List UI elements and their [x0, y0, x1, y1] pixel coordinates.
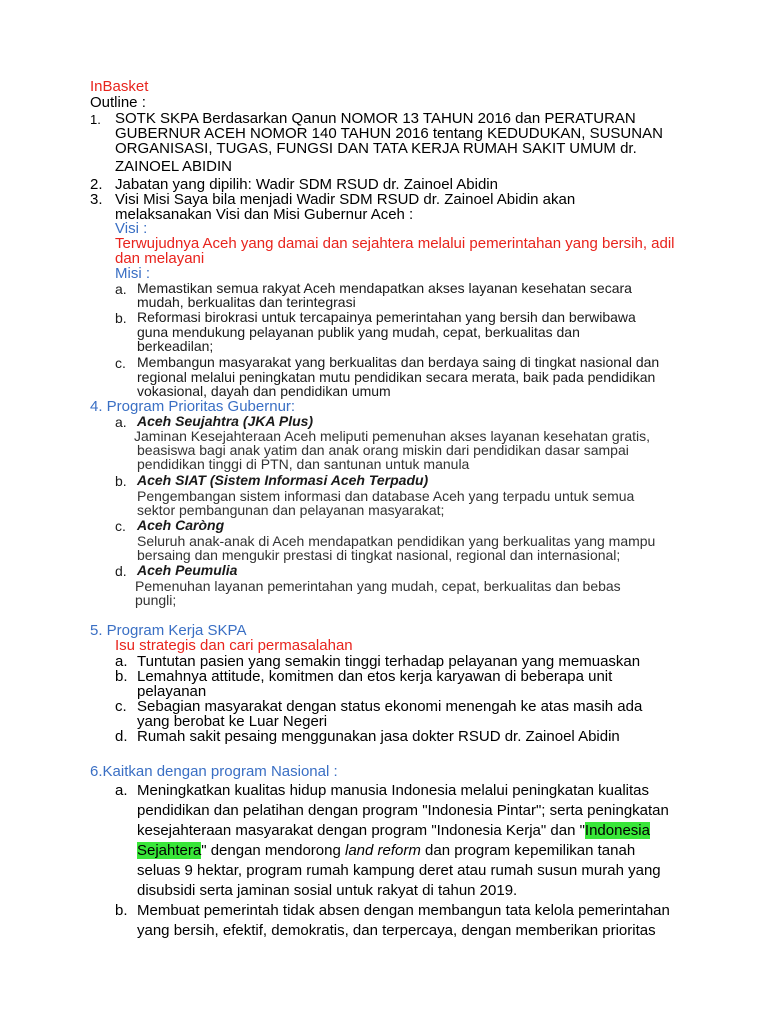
misi-text: guna mendukung pelayanan publik yang mudah, cepat, berkualitas dan: [137, 324, 580, 340]
isu-text: Rumah sakit pesaing menggunakan jasa dokter RSUD dr. Zainoel Abidin: [137, 728, 620, 745]
highlight-sejahtera: Sejahtera: [137, 842, 202, 859]
item4-heading: 4. Program Prioritas Gubernur:: [90, 398, 296, 415]
nasional-text: Meningkatkan kualitas hidup manusia Indonesia melalui peningkatan kualitas: [137, 782, 649, 799]
prog-desc: bersaing dan mengukir prestasi di tingkat nasional, regional dan internasional;: [137, 547, 621, 563]
outline-label: Outline :: [90, 94, 146, 111]
isu-mark: a.: [115, 653, 128, 670]
misi-text: Reformasi birokrasi untuk tercapainya pemerintahan yang bersih dan berwibawa: [137, 309, 636, 325]
nasional-text: seluas 9 hektar, program rumah kampung deret atau rumah susun murah yang: [137, 862, 661, 879]
prog-desc: Pemenuhan layanan pemerintahan yang mudah, cepat, berkualitas dan bebas: [135, 578, 621, 594]
item6-heading: 6.Kaitkan dengan program Nasional :: [90, 763, 338, 780]
item1-number: 1.: [90, 112, 101, 127]
isu-text: Lemahnya attitude, komitmen dan etos kerja karyawan di beberapa unit: [137, 668, 613, 685]
prog-desc: beasiswa bagi anak yatim dan anak orang miskin dari pendidikan dasar sampai: [137, 442, 629, 458]
misi-mark: b.: [115, 310, 127, 326]
misi-text: mudah, berkualitas dan terintegrasi: [137, 294, 356, 310]
nasional-text: disubsidi serta jaminan sosial untuk rakyat di tahun 2019.: [137, 882, 518, 899]
item1-line: SOTK SKPA Berdasarkan Qanun NOMOR 13 TAHUN 2016 dan PERATURAN: [115, 110, 636, 127]
item2-text: Jabatan yang dipilih: Wadir SDM RSUD dr. Zainoel Abidin: [115, 176, 498, 193]
misi-text: berkeadilan;: [137, 338, 214, 354]
prog-desc: sektor pembangunan dan pelayanan masyarakat;: [137, 502, 445, 518]
prog-desc: Seluruh anak-anak di Aceh mendapatkan pendidikan yang berkualitas yang mampu: [137, 533, 656, 549]
misi-text: Memastikan semua rakyat Aceh mendapatkan akses layanan kesehatan secara: [137, 280, 632, 296]
prog-mark: d.: [115, 563, 127, 579]
prog-mark: c.: [115, 518, 126, 534]
item1-line: ZAINOEL ABIDIN: [115, 158, 232, 175]
item3-number: 3.: [90, 191, 103, 208]
prog-desc: Jaminan Kesejahteraan Aceh meliputi pemenuhan akses layanan kesehatan gratis,: [134, 428, 650, 444]
land-reform-term: land reform: [345, 842, 421, 859]
item5-heading: 5. Program Kerja SKPA: [90, 622, 247, 639]
item1-line: ORGANISASI, TUGAS, FUNGSI DAN TATA KERJA RUMAH SAKIT UMUM dr.: [115, 140, 637, 157]
misi-mark: c.: [115, 355, 126, 371]
nasional-text: [137, 843, 635, 859]
misi-mark: a.: [115, 281, 127, 297]
item2-number: 2.: [90, 176, 103, 193]
misi-text: regional melalui peningkatan mutu pendidikan secara merata, baik pada pendidikan: [137, 369, 656, 385]
nasional-text: [137, 823, 650, 839]
misi-text: Membangun masyarakat yang berkualitas dan berdaya saing di tingkat nasional dan: [137, 354, 660, 370]
prog-name: Aceh Peumulia: [137, 562, 238, 578]
visi-text: Terwujudnya Aceh yang damai dan sejahtera melalui pemerintahan yang bersih, adil: [115, 235, 675, 252]
isu-text: Tuntutan pasien yang semakin tinggi terhadap pelayanan yang memuaskan: [137, 653, 641, 670]
isu-text: pelayanan: [137, 683, 207, 700]
nasional-text-segment: dan program kepemilikan tanah: [420, 842, 636, 859]
isu-mark: c.: [115, 698, 127, 715]
prog-name: Aceh SIAT (Sistem Informasi Aceh Terpadu): [137, 472, 429, 488]
item1-line: GUBERNUR ACEH NOMOR 140 TAHUN 2016 tentang KEDUDUKAN, SUSUNAN: [115, 125, 663, 142]
isu-mark: d.: [115, 728, 128, 745]
isu-text: yang berobat ke Luar Negeri: [137, 713, 328, 730]
nasional-text: yang bersih, efektif, demokratis, dan terpercaya, dengan memberikan prioritas: [137, 922, 656, 939]
nasional-text: pendidikan dan pelatihan dengan program "Indonesia Pintar"; serta peningkatan: [137, 802, 669, 819]
item5-subheading: Isu strategis dan cari permasalahan: [115, 637, 353, 654]
item3-line: Visi Misi Saya bila menjadi Wadir SDM RSUD dr. Zainoel Abidin akan: [115, 191, 576, 208]
prog-desc: pendidikan tinggi di PTN, dan santunan untuk manula: [137, 456, 470, 472]
nasional-mark: b.: [115, 902, 128, 919]
item3-line: melaksanakan Visi dan Misi Gubernur Aceh :: [115, 206, 414, 223]
prog-name: Aceh Seujahtra (JKA Plus): [137, 413, 314, 429]
misi-text: vokasional, dayah dan pendidikan umum: [137, 383, 391, 399]
isu-text: Sebagian masyarakat dengan status ekonomi menengah ke atas masih ada: [137, 698, 643, 715]
nasional-mark: a.: [115, 782, 128, 799]
nasional-text-segment: " dengan mendorong: [201, 842, 345, 859]
misi-label: Misi :: [115, 265, 150, 282]
prog-mark: b.: [115, 473, 127, 489]
visi-text: dan melayani: [115, 250, 205, 267]
nasional-text-segment: kesejahteraan masyarakat dengan program "Indonesia Kerja" dan ": [137, 822, 585, 839]
prog-desc: pungli;: [135, 592, 177, 608]
prog-desc: Pengembangan sistem informasi dan database Aceh yang terpadu untuk semua: [137, 488, 635, 504]
prog-mark: a.: [115, 414, 127, 430]
highlight-indonesia: Indonesia: [584, 822, 650, 839]
visi-label: Visi :: [115, 220, 148, 237]
doc-title: InBasket: [90, 78, 149, 95]
prog-name: Aceh Caròng: [137, 517, 225, 533]
nasional-text: Membuat pemerintah tidak absen dengan membangun tata kelola pemerintahan: [137, 902, 670, 919]
isu-mark: b.: [115, 668, 128, 685]
